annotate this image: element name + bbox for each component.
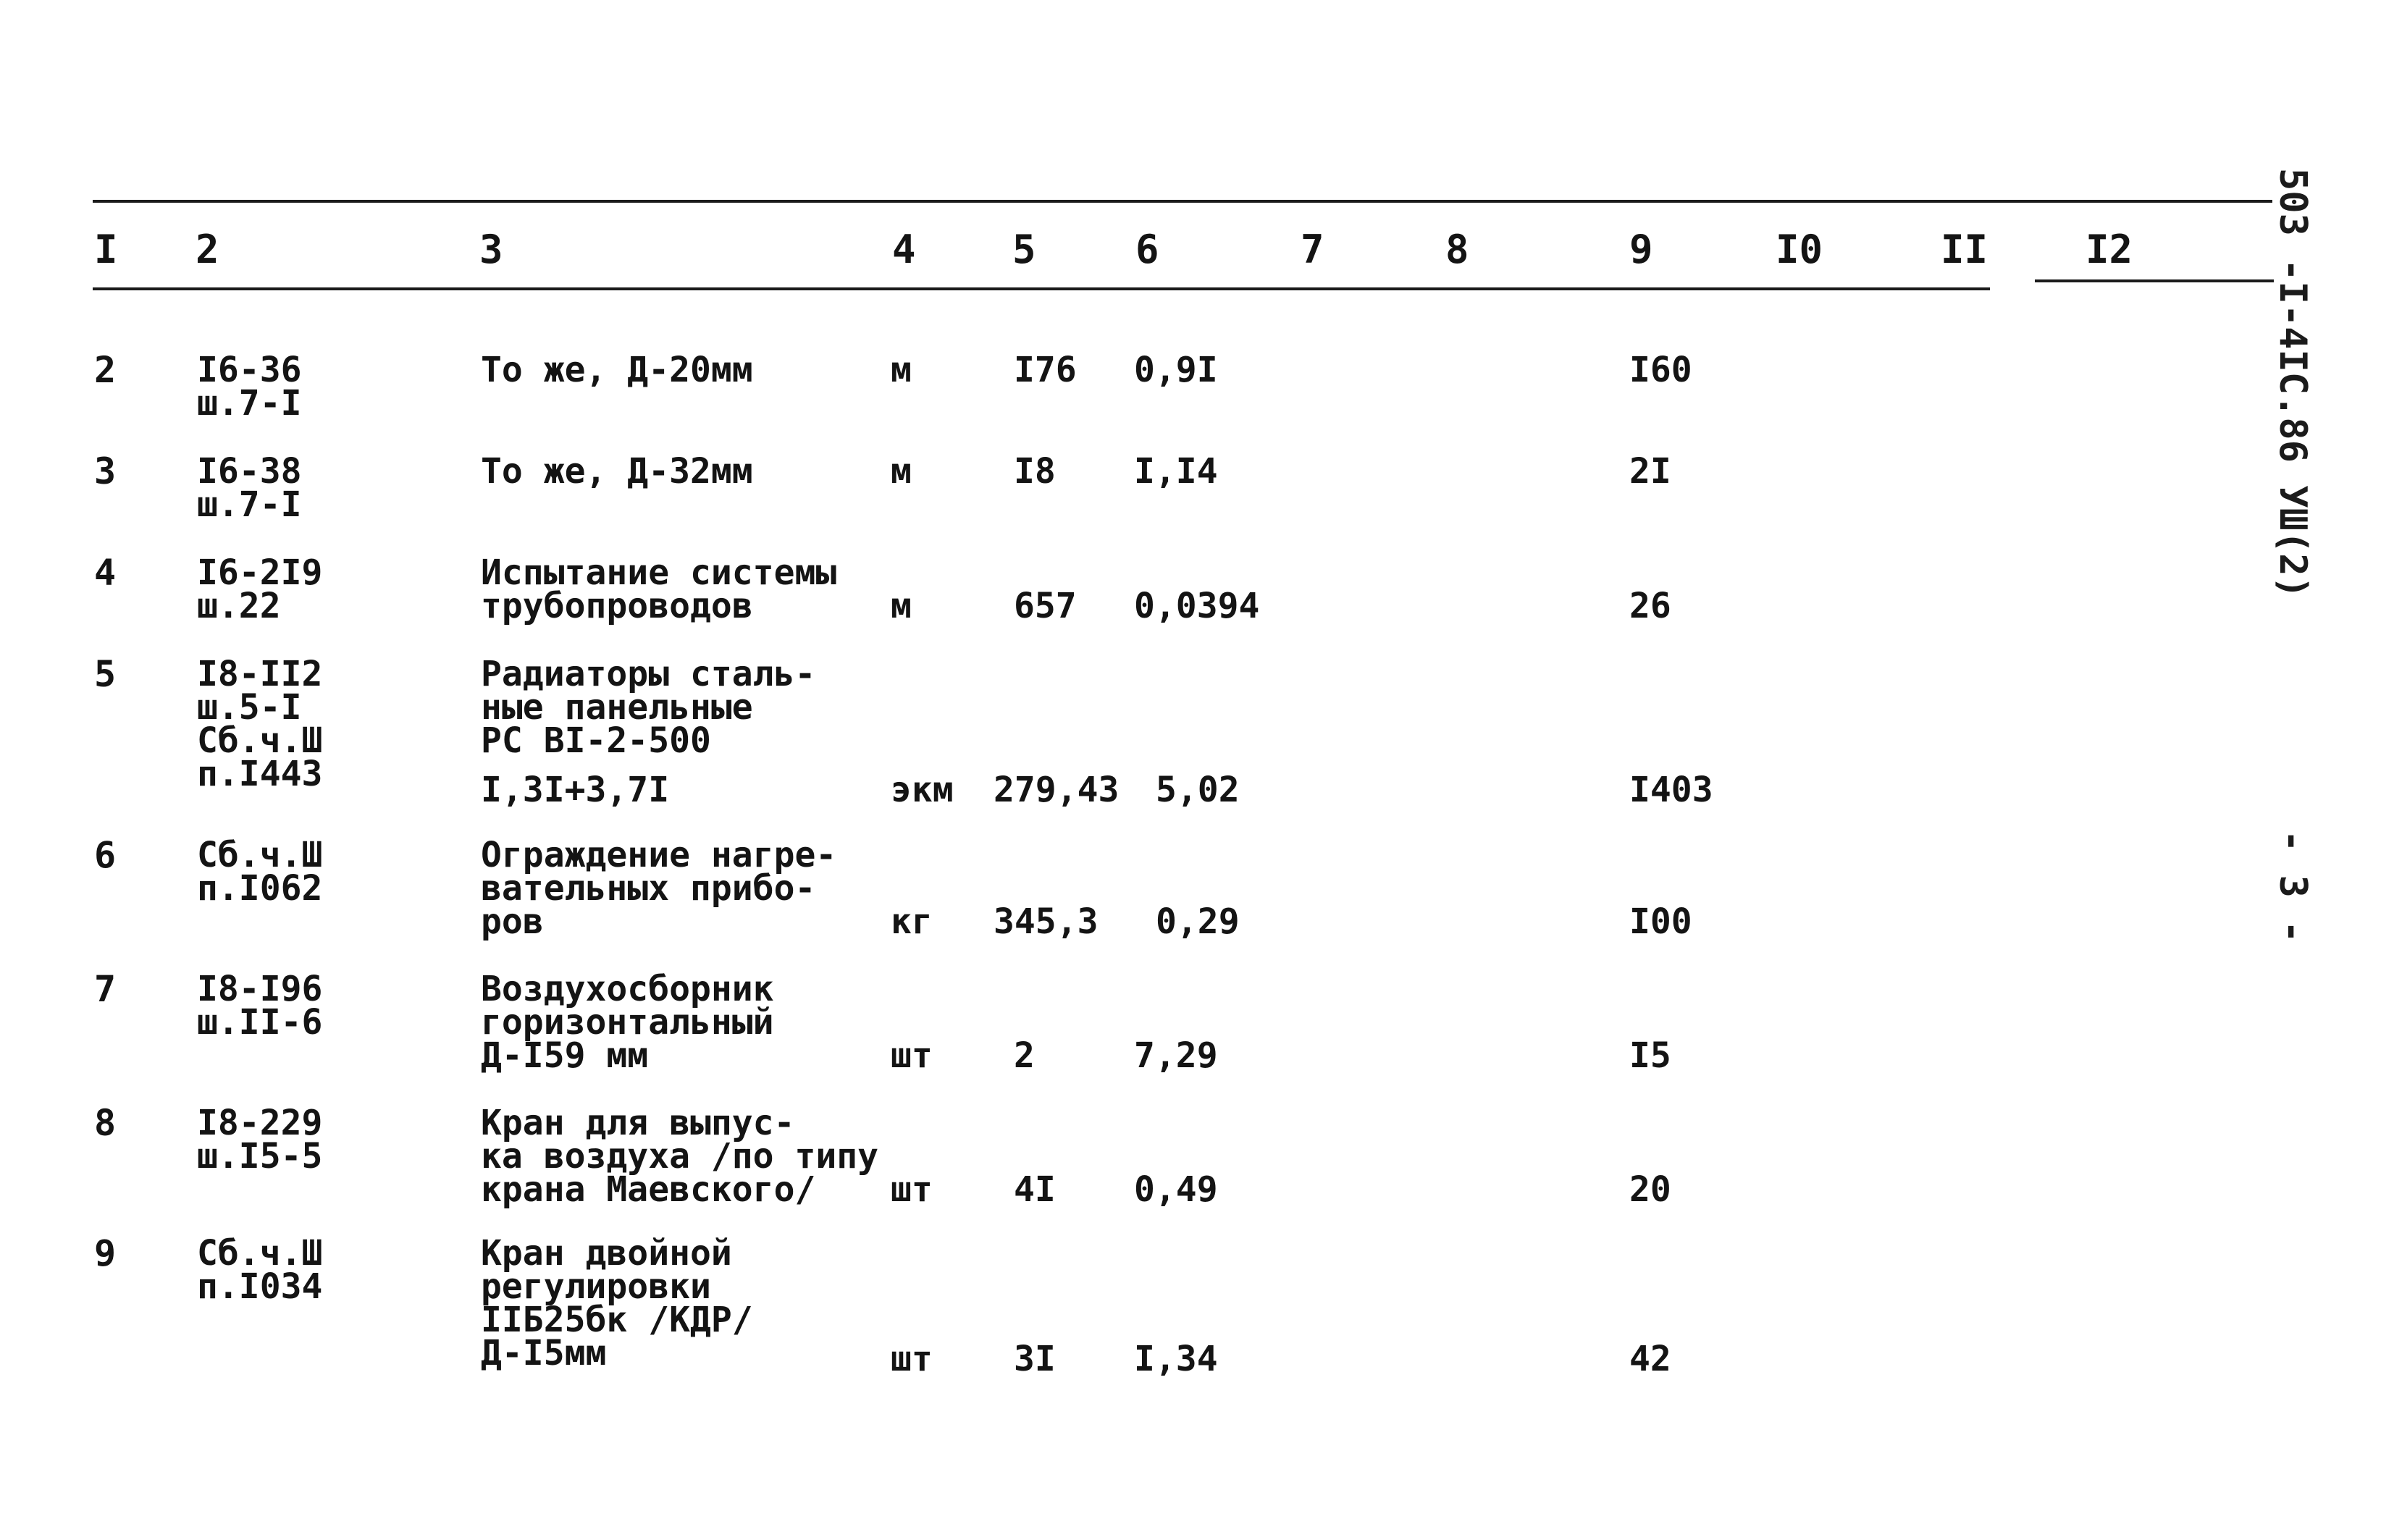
- top-rule: [93, 200, 2272, 203]
- column-header-6: 6: [1135, 227, 1159, 272]
- work-description-line: РС ВI-2-500: [481, 720, 711, 761]
- row-number: 9: [94, 1232, 117, 1274]
- column-header-11: II: [1941, 227, 1988, 272]
- rate-code-line: I8-II2: [197, 654, 323, 694]
- rate-code-line: ш.7-I: [197, 484, 302, 525]
- work-description-line: ров: [481, 901, 544, 942]
- unit-price: 7,29: [1134, 1035, 1218, 1076]
- rate-code-line: I8-I96: [197, 969, 323, 1009]
- column-header-1: I: [94, 227, 118, 272]
- quantity: I76: [1014, 350, 1077, 390]
- rate-code-line: I6-38: [197, 451, 302, 492]
- work-description-line: То же, Д-32мм: [481, 451, 753, 492]
- work-description-line: регулировки: [481, 1266, 711, 1307]
- unit-price: 5,02: [1156, 770, 1240, 810]
- unit-price: I,I4: [1134, 451, 1218, 492]
- rate-code-line: ш.II-6: [197, 1002, 323, 1043]
- quantity: 3I: [1014, 1339, 1056, 1379]
- quantity: 4I: [1014, 1169, 1056, 1210]
- total-cost: I60: [1629, 350, 1692, 390]
- work-description-line: Кран двойной: [481, 1233, 732, 1274]
- total-cost: 2I: [1629, 451, 1671, 492]
- rate-code-line: I8-229: [197, 1103, 323, 1143]
- rate-code-line: Сб.ч.Ш: [197, 835, 323, 875]
- unit-price: 0,0394: [1134, 586, 1260, 626]
- rate-code-line: Сб.ч.Ш: [197, 720, 323, 761]
- work-description-line: Испытание системы: [481, 552, 837, 593]
- rate-code-line: ш.22: [197, 586, 281, 626]
- unit: м: [891, 586, 912, 626]
- unit: шт: [891, 1035, 933, 1076]
- column-header-9: 9: [1629, 227, 1653, 272]
- rate-code-line: п.I443: [197, 754, 323, 794]
- row-number: 8: [94, 1102, 117, 1144]
- unit: экм: [891, 770, 954, 810]
- row-number: 3: [94, 450, 117, 492]
- work-description-line: вательных прибо-: [481, 868, 816, 909]
- work-description-line: Радиаторы сталь-: [481, 654, 816, 694]
- rate-code-line: I6-36: [197, 350, 302, 390]
- column-header-3: 3: [479, 227, 503, 272]
- row-number: 4: [94, 552, 117, 594]
- row-number: 7: [94, 968, 117, 1010]
- work-description-line: Воздухосборник: [481, 969, 774, 1009]
- unit: кг: [891, 901, 933, 942]
- column-header-8: 8: [1445, 227, 1469, 272]
- rate-code-line: ш.7-I: [197, 383, 302, 424]
- total-cost: 42: [1629, 1339, 1671, 1379]
- work-description-line: трубопроводов: [481, 586, 753, 626]
- total-cost: 20: [1629, 1169, 1671, 1210]
- unit-price: I,34: [1134, 1339, 1218, 1379]
- rate-code-line: ш.I5-5: [197, 1136, 323, 1177]
- unit-price: 0,49: [1134, 1169, 1218, 1210]
- rate-code-line: п.I062: [197, 868, 323, 909]
- rate-code-line: п.I034: [197, 1266, 323, 1307]
- work-description-line: ка воздуха /по типу: [481, 1136, 879, 1177]
- row-number: 2: [94, 349, 117, 391]
- rate-code-line: I6-2I9: [197, 552, 323, 593]
- work-description-line: I,3I+3,7I: [481, 770, 670, 810]
- column-header-4: 4: [892, 227, 916, 272]
- total-cost: 26: [1629, 586, 1671, 626]
- total-cost: I00: [1629, 901, 1692, 942]
- row-number: 5: [94, 653, 117, 695]
- unit: м: [891, 451, 912, 492]
- rate-code-line: ш.5-I: [197, 687, 302, 728]
- work-description-line: То же, Д-20мм: [481, 350, 753, 390]
- quantity: 2: [1014, 1035, 1035, 1076]
- work-description-line: Д-I5мм: [481, 1333, 607, 1373]
- total-cost: I403: [1629, 770, 1713, 810]
- work-description-line: Ограждение нагре-: [481, 835, 837, 875]
- unit: шт: [891, 1339, 933, 1379]
- column-header-10: I0: [1776, 227, 1823, 272]
- column-header-5: 5: [1012, 227, 1036, 272]
- column-header-7: 7: [1301, 227, 1324, 272]
- page-number: - 3 -: [2271, 830, 2314, 943]
- work-description-line: горизонтальный: [481, 1002, 774, 1043]
- total-cost: I5: [1629, 1035, 1671, 1076]
- quantity: 657: [1014, 586, 1077, 626]
- quantity: 279,43: [994, 770, 1120, 810]
- unit-price: 0,9I: [1134, 350, 1218, 390]
- work-description-line: IIБ25бк /КДР/: [481, 1300, 753, 1340]
- unit-price: 0,29: [1156, 901, 1240, 942]
- work-description-line: ные панельные: [481, 687, 753, 728]
- row-number: 6: [94, 834, 117, 876]
- header-bottom-rule-right: [2035, 279, 2274, 282]
- quantity: I8: [1014, 451, 1056, 492]
- header-bottom-rule: [93, 287, 1990, 290]
- document-code: 503 -I-4IC.86 УШ(2): [2271, 168, 2314, 599]
- rate-code-line: Сб.ч.Ш: [197, 1233, 323, 1274]
- work-description-line: Д-I59 мм: [481, 1035, 649, 1076]
- column-header-12: I2: [2086, 227, 2133, 272]
- unit: м: [891, 350, 912, 390]
- work-description-line: крана Маевского/: [481, 1169, 816, 1210]
- unit: шт: [891, 1169, 933, 1210]
- work-description-line: Кран для выпус-: [481, 1103, 795, 1143]
- quantity: 345,3: [994, 901, 1099, 942]
- column-header-2: 2: [196, 227, 219, 272]
